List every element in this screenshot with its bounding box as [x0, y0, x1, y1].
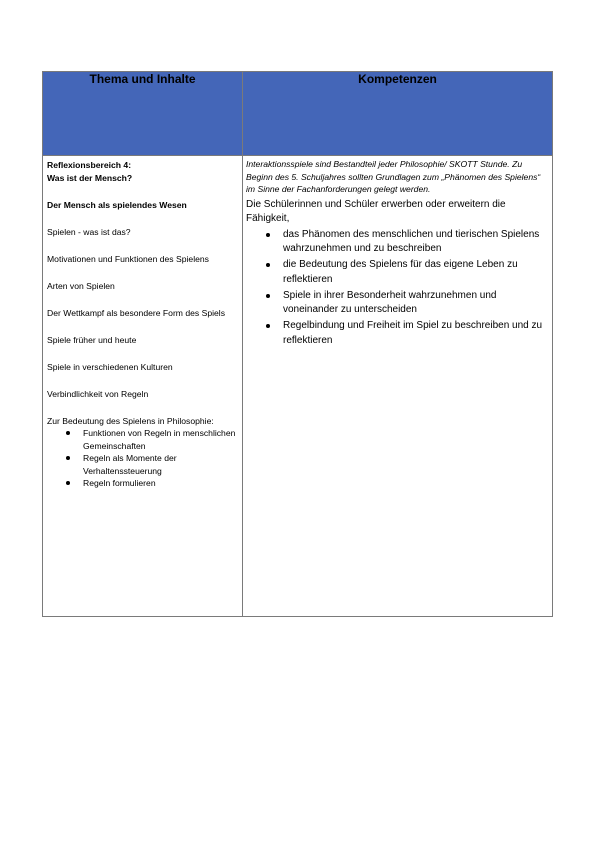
table-body-row [43, 156, 553, 617]
table-header-row [43, 72, 553, 156]
competency-bullet-list [246, 228, 548, 349]
reflection-area-question: Was ist der Mensch? [47, 172, 133, 183]
topic-subtitle: Der Mensch als spielendes Wesen [47, 199, 187, 210]
topic-item: Der Wettkampf als besondere Form des Spiels [47, 307, 225, 318]
competency-bullet: das Phänomen des menschlichen und tierischen Spielens wahrzunehmen und zu beschreiben [283, 228, 548, 257]
topic-item: Zur Bedeutung des Spielens in Philosophie: [47, 415, 214, 426]
topic-item: Spiele in verschiedenen Kulturen [47, 361, 173, 372]
topic-item: Spiele früher und heute [47, 334, 137, 345]
competency-bullet: Spiele in ihrer Besonderheit wahrzunehmen und voneinander zu unterscheiden [283, 289, 548, 318]
topic-item: Arten von Spielen [47, 280, 115, 291]
topic-bullet: Regeln als Momente der Verhaltenssteuerung [83, 452, 238, 477]
curriculum-table [42, 71, 553, 617]
topic-item: Spielen - was ist das? [47, 226, 131, 237]
topic-bullet: Funktionen von Regeln in menschlichen Gemeinschaften [83, 427, 238, 452]
competency-bullet: Regelbindung und Freiheit im Spiel zu beschreiben und zu reflektieren [283, 319, 548, 348]
topic-item: Verbindlichkeit von Regeln [47, 388, 149, 399]
topic-bullet-list [47, 427, 238, 490]
italic-note: Interaktionsspiele sind Bestandteil jeder Philosophie/ SKOTT Stunde. Zu Beginn des 5. Schuljahres sollten Grundlagen zum „Phänomen des Spielens“ im Sinne der Fachanforderungen gelegt werden. [246, 159, 541, 194]
competency-bullet: die Bedeutung des Spielens für das eigene Leben zu reflektieren [283, 258, 548, 287]
topics-cell [43, 156, 243, 617]
header-topics: Thema und Inhalte [43, 72, 243, 156]
topic-item: Motivationen und Funktionen des Spielens [47, 253, 209, 264]
header-competencies: Kompetenzen [243, 72, 553, 156]
competencies-cell [243, 156, 553, 617]
topic-bullet: Regeln formulieren [83, 477, 238, 490]
reflection-area-heading [47, 159, 238, 184]
reflection-area-title: Reflexionsbereich 4: [47, 160, 132, 170]
competency-intro: Die Schülerinnen und Schüler erwerben oder erweitern die Fähigkeit, [246, 198, 506, 224]
